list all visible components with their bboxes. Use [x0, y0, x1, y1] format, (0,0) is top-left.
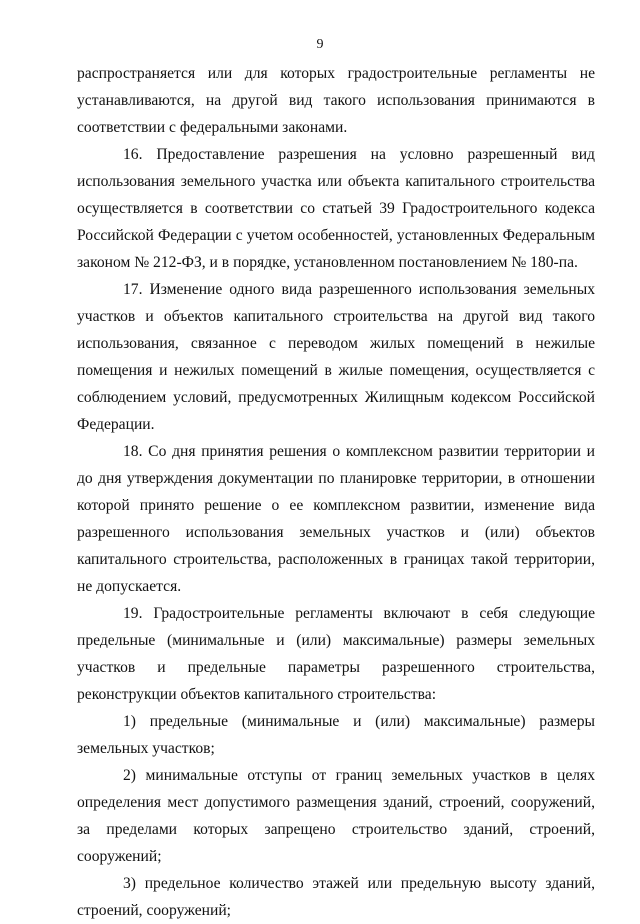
list-item-3: 3) предельное количество этажей или предельную высоту зданий, строений, сооружений;	[77, 875, 595, 919]
list-item-1: 1) предельные (минимальные и (или) максимальные) размеры земельных участков;	[77, 713, 595, 757]
paragraph-continuation: распространяется или для которых градостроительные регламенты не устанавливаются, на другой вид такого использования принимаются в соответствии с федеральными законами.	[77, 65, 595, 136]
paragraph-16: 16. Предоставление разрешения на условно разрешенный вид использования земельного участка или объекта капитального строительства осуществляется в соответствии со статьей 39 Градостроительного кодекса Российской Федерации с учетом особенностей, установленных Федеральным законом № 212-ФЗ, и в порядке, установленном постановлением № 180-па.	[77, 146, 595, 271]
document-body	[77, 60, 595, 924]
list-item-2: 2) минимальные отступы от границ земельных участков в целях определения мест допустимого размещения зданий, строений, сооружений, за пределами которых запрещено строительство зданий, строений, сооружений;	[77, 767, 595, 865]
paragraph-17: 17. Изменение одного вида разрешенного использования земельных участков и объектов капитального строительства на другой вид такого использования, связанное с переводом жилых помещений в нежилые помещения и нежилых помещений в жилые помещения, осуществляется с соблюдением условий, предусмотренных Жилищным кодексом Российской Федерации.	[77, 281, 595, 433]
page-number: 9	[316, 37, 324, 52]
paragraph-18: 18. Со дня принятия решения о комплексном развитии территории и до дня утверждения документации по планировке территории, в отношении которой принято решение о ее комплексном развитии, изменение вида разрешенного использования земельных участков и (или) объектов капитального строительства, расположенных в границах такой территории, не допускается.	[77, 443, 595, 595]
paragraph-19: 19. Градостроительные регламенты включают в себя следующие предельные (минимальные и (или) максимальные) размеры земельных участков и предельные параметры разрешенного строительства, реконструкции объектов капитального строительства:	[77, 605, 595, 703]
